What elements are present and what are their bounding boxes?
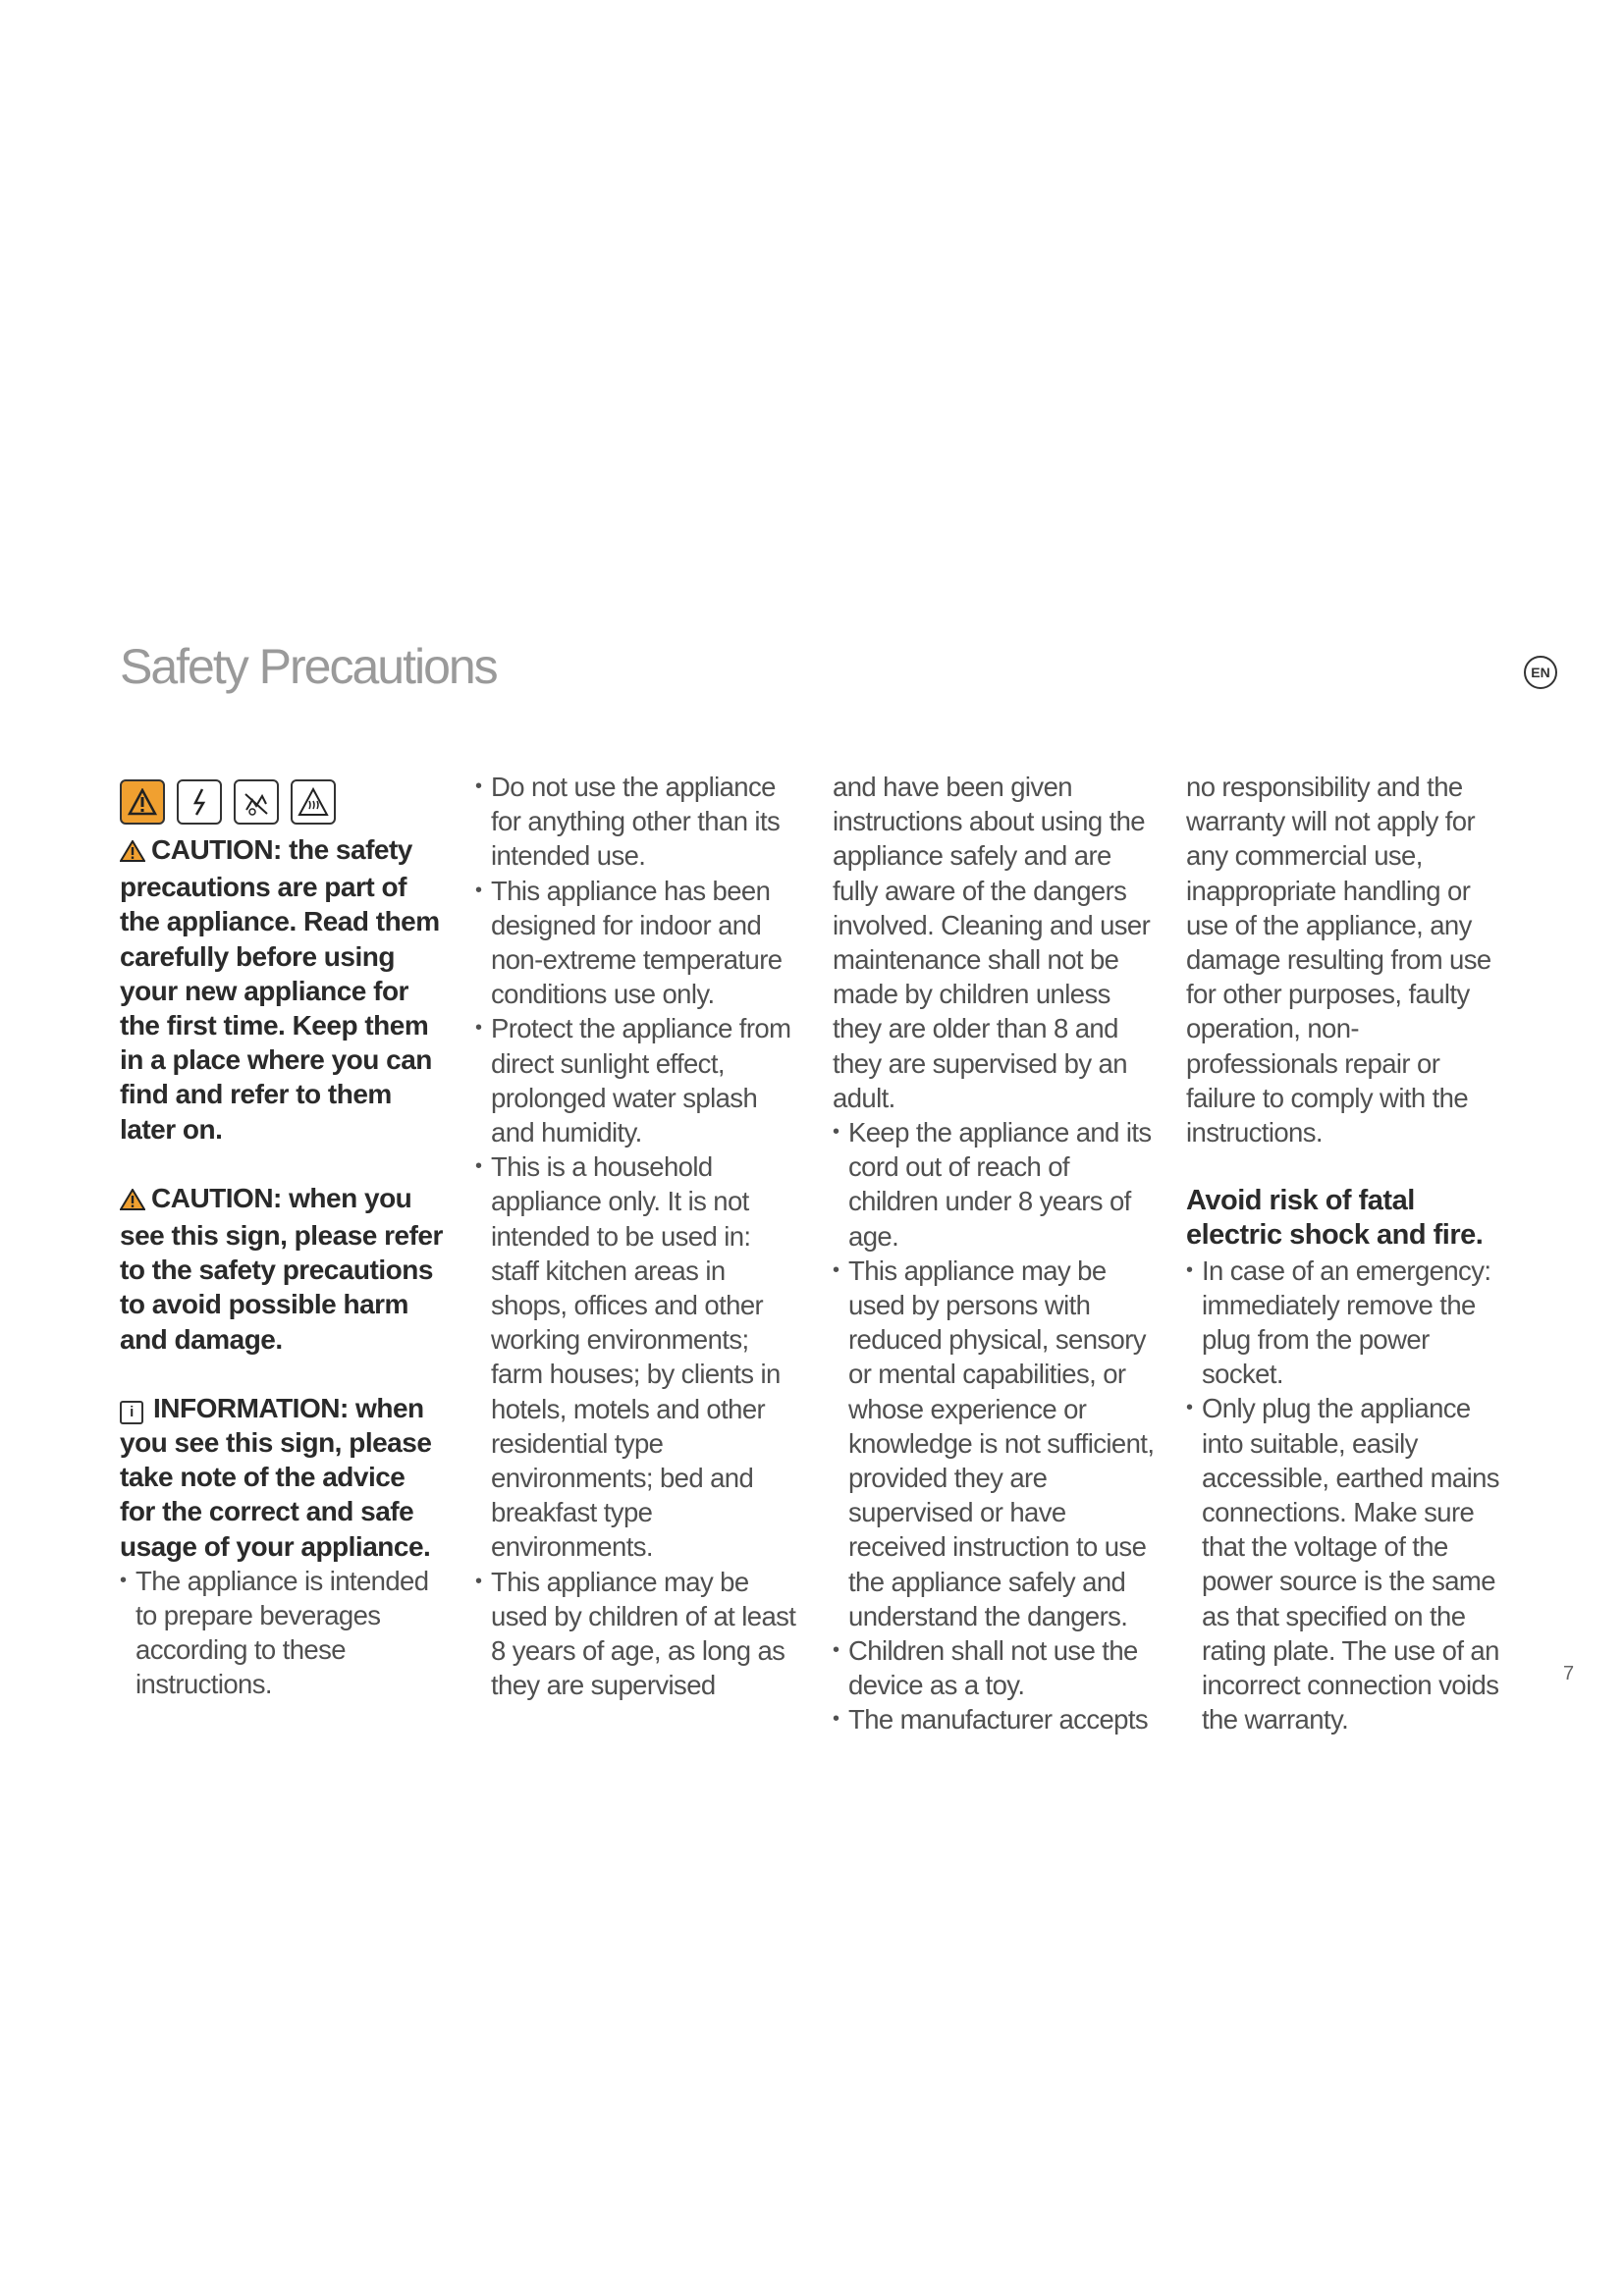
list-item: • Keep the appliance and its cord out of reach of children under 8 years of age.	[833, 1115, 1157, 1254]
section-heading: Avoid risk of fatal electric shock and fire.	[1186, 1185, 1484, 1252]
caution-icon	[120, 835, 145, 870]
list-item: • The appliance is intended to prepare beverages according to these instructions.	[120, 1564, 444, 1702]
column-2	[475, 770, 799, 1702]
continued-text: and have been given instructions about using the appliance safely and are fully aware of the dangers involved. Cleaning and user maintenance shall not be made by children unless they are older than 8 and they are supervised by an adult.	[833, 772, 1151, 1113]
hot-surface-icon	[291, 779, 336, 825]
list-item: • Protect the appliance from direct sunlight effect, prolonged water splash and humidity.	[475, 1011, 799, 1149]
information-paragraph	[120, 1391, 444, 1564]
list-item: • Only plug the appliance into suitable, easily accessible, earthed mains connections. Make sure that the voltage of the power source is the same as that specified on the rating plate. The use of an incorrect connection voids the warranty.	[1186, 1391, 1510, 1736]
information-label: INFORMATION:	[153, 1392, 349, 1423]
safety-icons	[120, 779, 444, 825]
information-text: when you see this sign, please take note of the advice for the correct and safe usage of your appliance.	[120, 1392, 432, 1562]
caution-icon	[120, 1184, 145, 1218]
caution-text: the safety precautions are part of the appliance. Read them carefully before using your new appliance for the first time. Keep them in a place where you can find and refer to them later on.	[120, 834, 440, 1145]
caution-paragraph-1	[120, 832, 444, 1147]
column-1	[120, 770, 444, 1702]
caution-paragraph-2	[120, 1181, 444, 1357]
caution-text: when you see this sign, please refer to the safety precautions to avoid possible harm and damage.	[120, 1182, 443, 1355]
column-3	[833, 770, 1157, 1737]
caution-icon	[120, 779, 165, 825]
list-item: • In case of an emergency: immediately remove the plug from the power socket.	[1186, 1254, 1510, 1392]
column-4	[1186, 770, 1510, 1736]
electric-shock-icon	[177, 779, 222, 825]
page-title: Safety Precautions	[120, 639, 497, 694]
list-item: • This appliance may be used by persons with reduced physical, sensory or mental capabilities, or whose experience or knowledge is not sufficient, provided they are supervised or have received instruction to use the appliance safely and understand the dangers.	[833, 1254, 1157, 1633]
page-number: 7	[1563, 1663, 1575, 1684]
list-item: • Do not use the appliance for anything other than its intended use.	[475, 770, 799, 874]
no-hands-icon	[234, 779, 279, 825]
list-item: • This appliance may be used by children of at least 8 years of age, as long as they are supervised	[475, 1565, 799, 1703]
caution-label: CAUTION:	[151, 1182, 282, 1213]
language-badge: EN	[1524, 656, 1557, 689]
list-item: • This is a household appliance only. It is not intended to be used in: staff kitchen areas in shops, offices and other working environments; farm houses; by clients in hotels, motels and other residential type environments; bed and breakfast type environments.	[475, 1149, 799, 1564]
list-item: • The manufacturer accepts	[833, 1702, 1157, 1736]
continued-text: no responsibility and the warranty will not apply for any commercial use, inappropriate handling or use of the appliance, any damage resulting from use for other purposes, faulty operation, non-professionals repair or failure to comply with the instructions.	[1186, 772, 1491, 1148]
list-item: • Children shall not use the device as a toy.	[833, 1633, 1157, 1702]
info-icon: i	[120, 1401, 143, 1424]
caution-label: CAUTION:	[151, 834, 282, 865]
list-item: • This appliance has been designed for indoor and non-extreme temperature conditions use only.	[475, 874, 799, 1012]
